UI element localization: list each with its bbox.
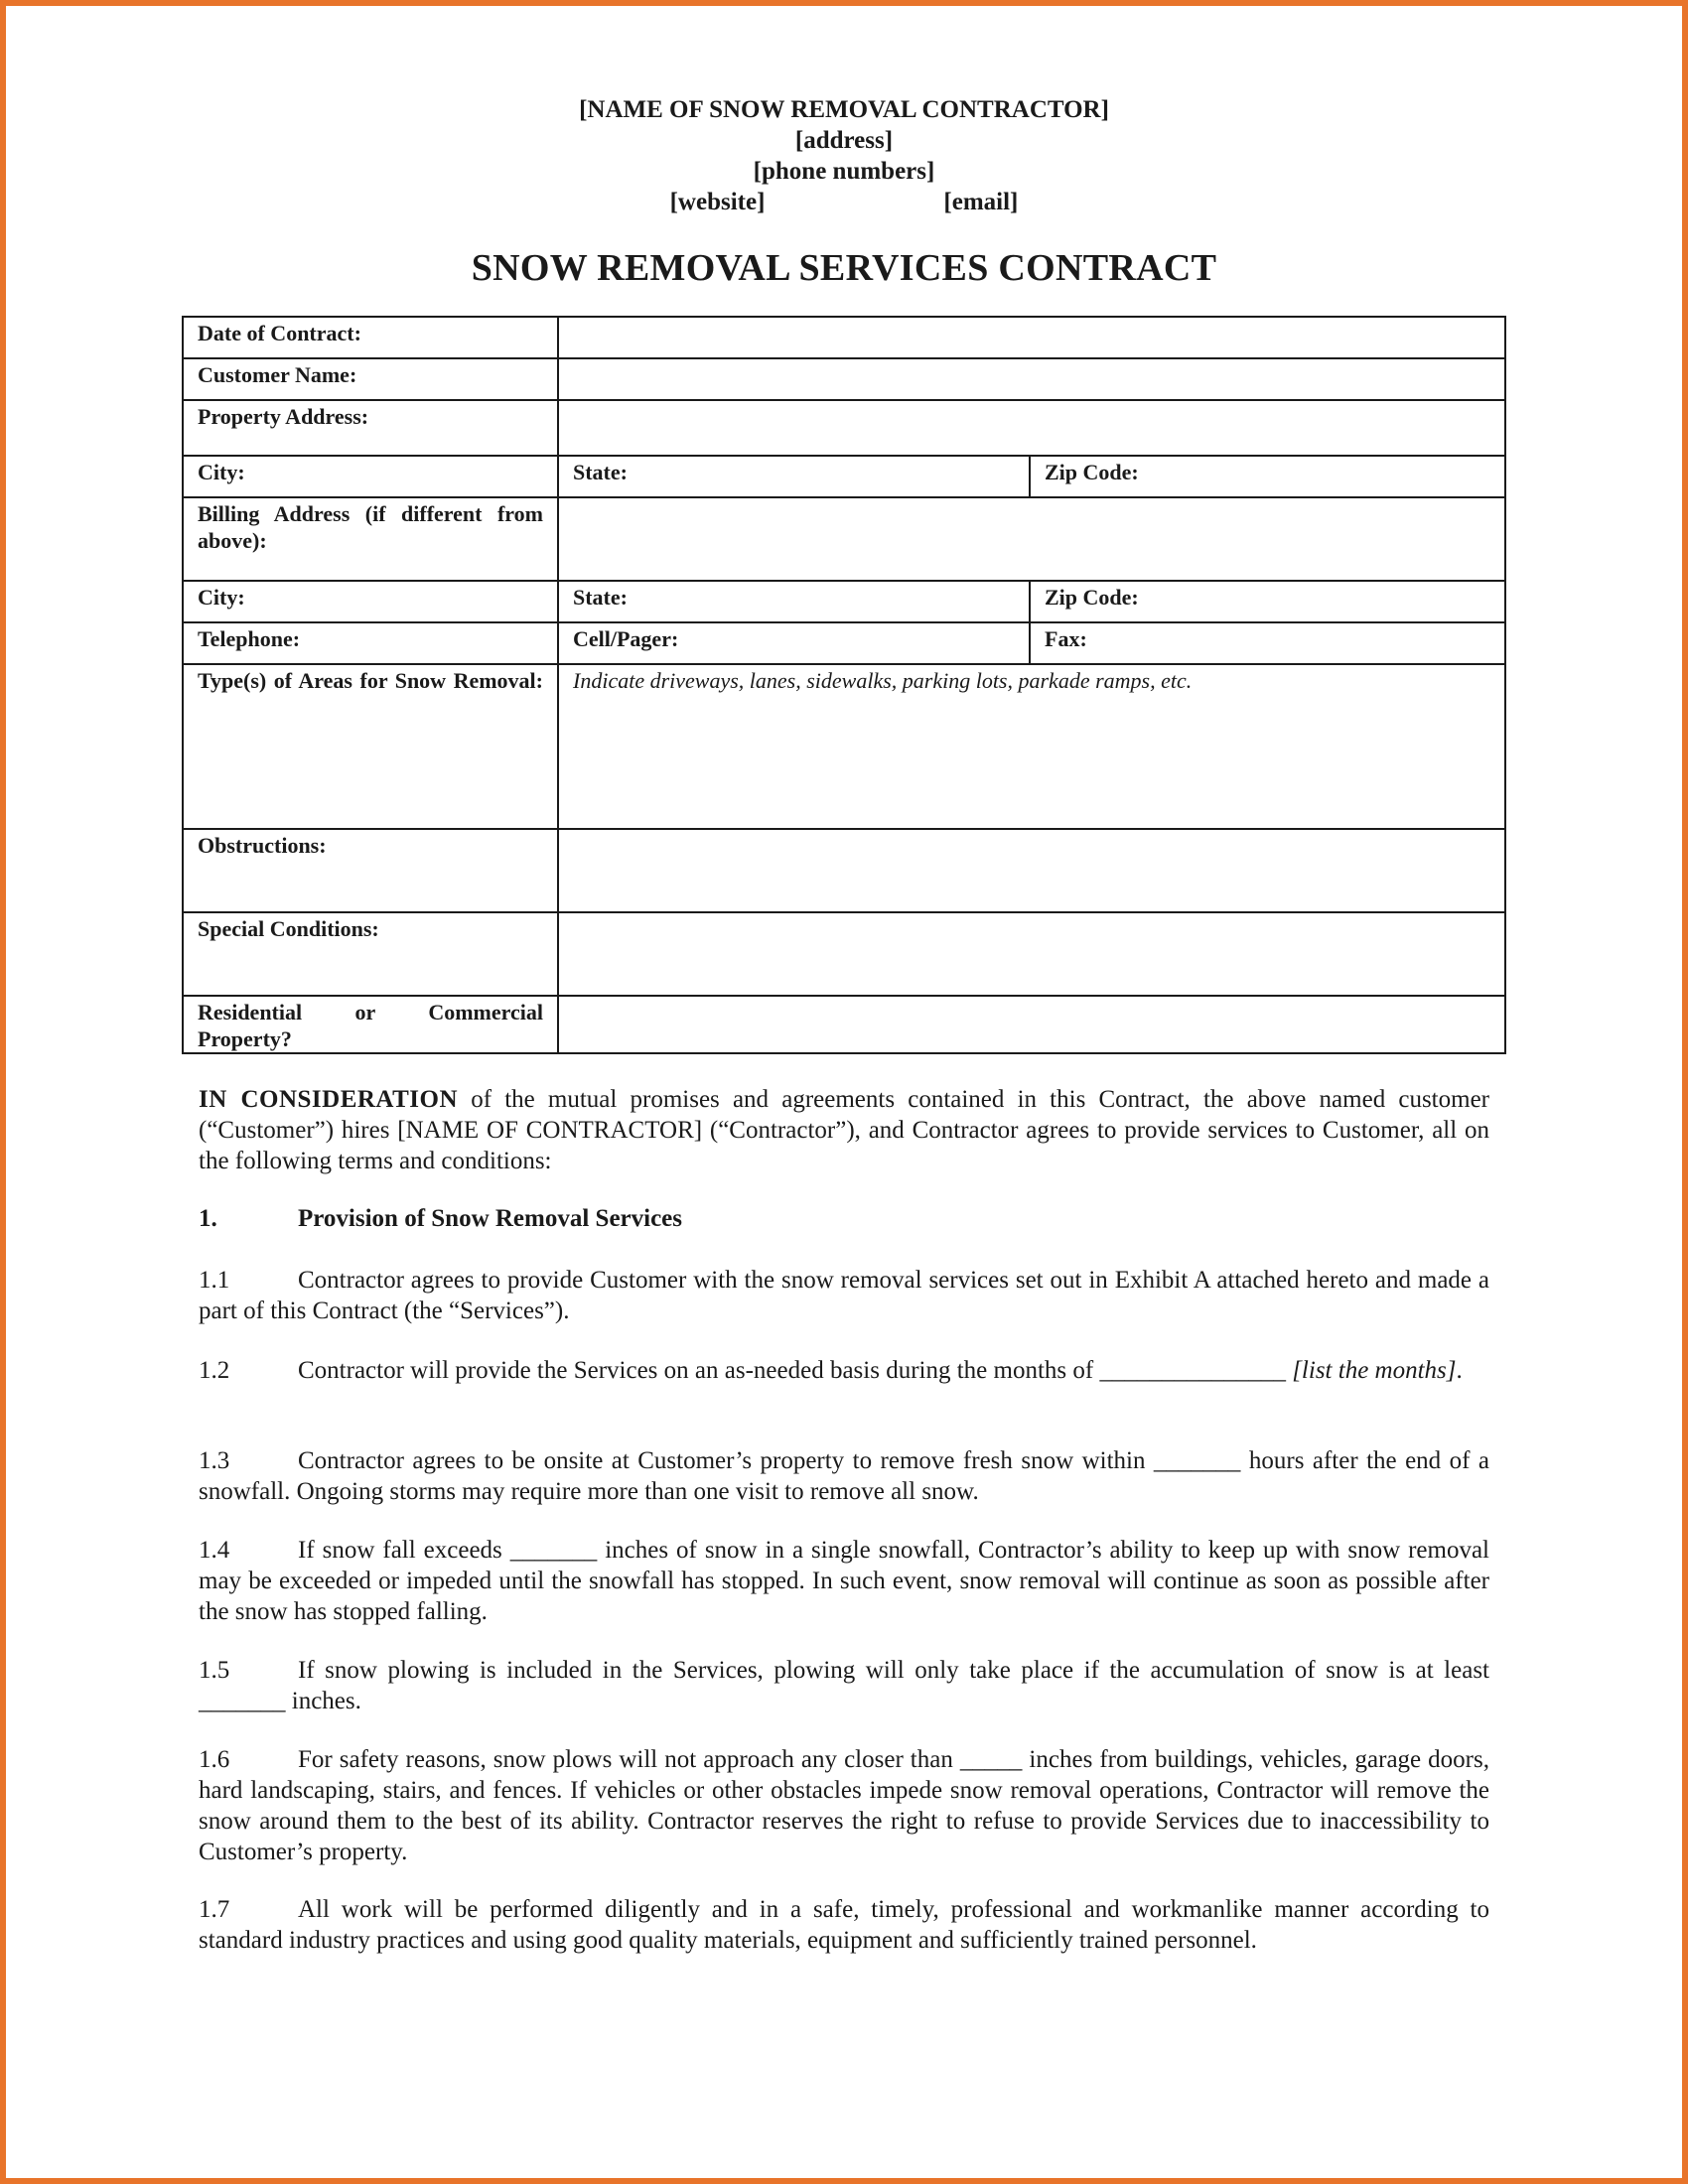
types-of-areas-field[interactable]: Indicate driveways, lanes, sidewalks, parking lots, parkade ramps, etc. xyxy=(558,664,1505,829)
form-row-obstructions xyxy=(183,829,1505,912)
form-row-phone xyxy=(183,622,1505,664)
billing-zip-code-field[interactable]: Zip Code: xyxy=(1030,581,1505,622)
clause-1-6 xyxy=(199,1744,1489,1867)
consideration-lead: IN CONSIDERATION xyxy=(199,1086,459,1113)
clause-number: 1.5 xyxy=(199,1657,230,1684)
property-address-field[interactable] xyxy=(558,400,1505,456)
contractor-email: [email] xyxy=(943,189,1019,215)
section-number: 1. xyxy=(199,1205,217,1232)
consideration-text: of the mutual promises and agreements contained in this Contract, the above named customer (“Customer”) hires [NAME OF CONTRACTOR] (“Contractor”), and Contractor agrees to provide services to Customer, all on the following terms and conditions: xyxy=(199,1086,1489,1174)
contractor-web-email xyxy=(0,187,1688,217)
types-of-areas-label: Type(s) of Areas for Snow Removal: xyxy=(183,664,558,829)
form-row-special xyxy=(183,912,1505,996)
clause-number: 1.3 xyxy=(199,1447,230,1474)
residential-commercial-label: Residential or Commercial Property? xyxy=(183,996,558,1053)
consideration-paragraph xyxy=(199,1084,1489,1176)
contractor-website: [website] xyxy=(669,189,766,215)
date-of-contract-field[interactable] xyxy=(558,317,1505,358)
clause-number: 1.6 xyxy=(199,1746,230,1773)
clause-italic-note: [list the months] xyxy=(1285,1357,1457,1384)
obstructions-label: Obstructions: xyxy=(183,829,558,912)
clause-1-4 xyxy=(199,1535,1489,1627)
date-of-contract-label: Date of Contract: xyxy=(183,317,558,358)
form-row-areas xyxy=(183,664,1505,829)
form-row-property xyxy=(183,400,1505,456)
state-field[interactable]: State: xyxy=(558,456,1030,497)
contractor-header xyxy=(0,94,1688,217)
special-conditions-field[interactable] xyxy=(558,912,1505,996)
form-row-city-1 xyxy=(183,456,1505,497)
billing-city-label: City: xyxy=(183,581,558,622)
clause-1-2 xyxy=(199,1355,1489,1386)
document-title: SNOW REMOVAL SERVICES CONTRACT xyxy=(471,247,1217,289)
clause-text: Contractor agrees to provide Customer with the snow removal services set out in Exhibit A attached hereto and made a part of this Contract (the “Services”). xyxy=(199,1267,1489,1324)
obstructions-field[interactable] xyxy=(558,829,1505,912)
clause-1-1 xyxy=(199,1265,1489,1326)
property-address-label: Property Address: xyxy=(183,400,558,456)
contractor-phone: [phone numbers] xyxy=(753,158,935,185)
clause-1-3 xyxy=(199,1445,1489,1507)
clause-text: Contractor will provide the Services on an as-needed basis during the months of _______________ xyxy=(298,1357,1286,1384)
customer-name-label: Customer Name: xyxy=(183,358,558,400)
fax-field[interactable]: Fax: xyxy=(1030,622,1505,664)
clause-1-5 xyxy=(199,1655,1489,1716)
contractor-address: [address] xyxy=(794,127,894,154)
telephone-label: Telephone: xyxy=(183,622,558,664)
clause-text: For safety reasons, snow plows will not approach any closer than _____ inches from buildings, vehicles, garage doors, hard landscaping, stairs, and fences. If vehicles or other obstacles impede snow removal operations, Contractor will remove the snow around them to the best of its ability. Contractor reserves the right to refuse to provide Services due to inaccessibility to Customer’s property. xyxy=(199,1746,1489,1865)
form-row-property-type xyxy=(183,996,1505,1053)
section-heading xyxy=(199,1205,682,1233)
contract-form-table xyxy=(182,316,1506,1054)
form-row-city-2 xyxy=(183,581,1505,622)
clause-text: If snow plowing is included in the Services, plowing will only take place if the accumulation of snow is at least _______ inches. xyxy=(199,1657,1489,1714)
clause-number: 1.4 xyxy=(199,1537,230,1564)
form-row-date xyxy=(183,317,1505,358)
clause-number: 1.2 xyxy=(199,1357,230,1384)
billing-state-field[interactable]: State: xyxy=(558,581,1030,622)
zip-code-field[interactable]: Zip Code: xyxy=(1030,456,1505,497)
billing-address-field[interactable] xyxy=(558,497,1505,581)
contractor-name: [NAME OF SNOW REMOVAL CONTRACTOR] xyxy=(579,96,1109,123)
billing-address-label: Billing Address (if different from above): xyxy=(183,497,558,581)
customer-name-field[interactable] xyxy=(558,358,1505,400)
form-row-billing xyxy=(183,497,1505,581)
residential-commercial-field[interactable] xyxy=(558,996,1505,1053)
clause-text: Contractor agrees to be onsite at Customer’s property to remove fresh snow within _______ hours after the end of a snowfall. Ongoing storms may require more than one visit to remove all snow. xyxy=(199,1447,1489,1505)
city-label: City: xyxy=(183,456,558,497)
form-row-customer xyxy=(183,358,1505,400)
section-title: Provision of Snow Removal Services xyxy=(298,1205,683,1232)
clause-1-7 xyxy=(199,1894,1489,1956)
clause-number: 1.7 xyxy=(199,1896,230,1923)
clause-text: All work will be performed diligently and in a safe, timely, professional and workmanlike manner according to standard industry practices and using good quality materials, equipment and sufficiently trained personnel. xyxy=(199,1896,1489,1954)
clause-number: 1.1 xyxy=(199,1267,230,1294)
special-conditions-label: Special Conditions: xyxy=(183,912,558,996)
cell-pager-field[interactable]: Cell/Pager: xyxy=(558,622,1030,664)
clause-tail: . xyxy=(1456,1357,1463,1384)
clause-text: If snow fall exceeds _______ inches of snow in a single snowfall, Contractor’s ability to keep up with snow removal may be exceeded or impeded until the snowfall has stopped. In such event, snow removal will continue as soon as possible after the snow has stopped falling. xyxy=(199,1537,1489,1625)
